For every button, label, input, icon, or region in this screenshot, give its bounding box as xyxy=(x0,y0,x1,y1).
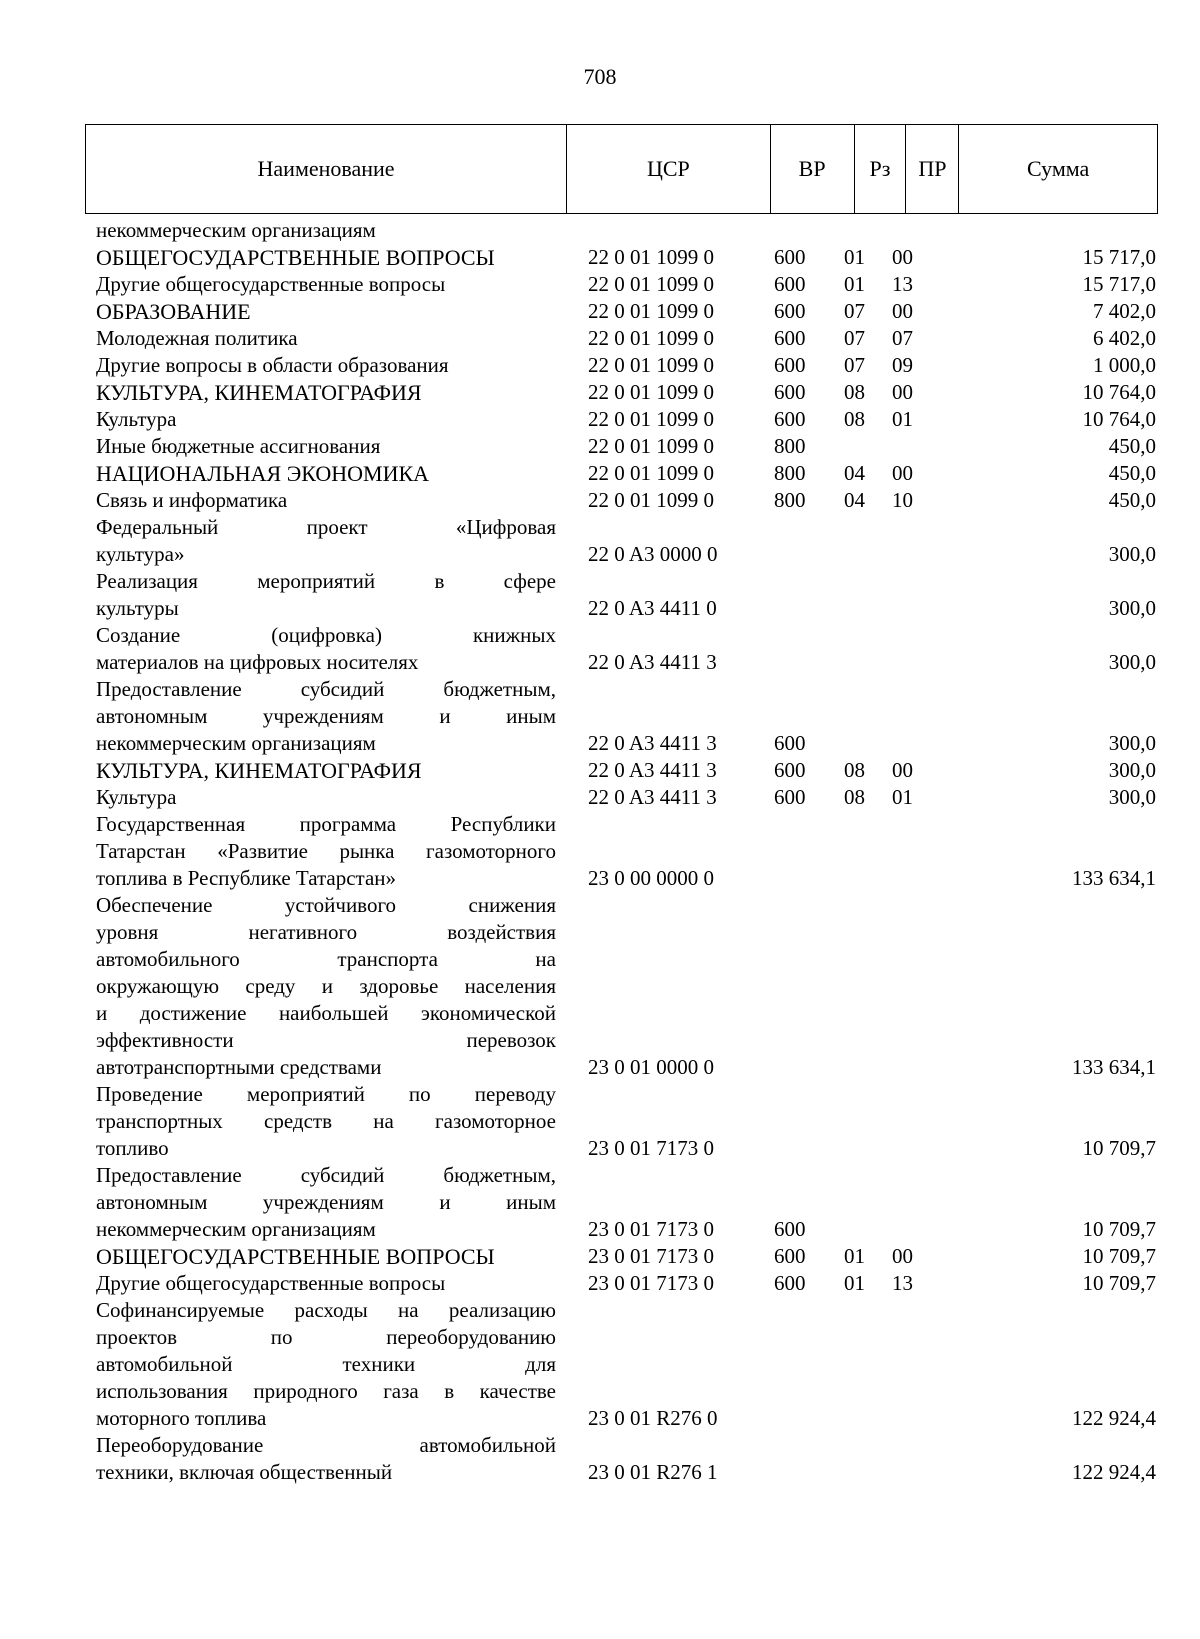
row-sum: 450,0 xyxy=(1108,434,1156,458)
row-name-line: некоммерческим организациям xyxy=(96,731,376,755)
row-name-line: Культура xyxy=(96,407,177,431)
row-vr: 600 xyxy=(774,785,806,809)
row-name-line: эффективности перевозок xyxy=(96,1028,556,1052)
row-name xyxy=(96,1270,556,1297)
row-sum: 300,0 xyxy=(1108,596,1156,620)
row-csr: 22 0 01 1099 0 xyxy=(588,353,714,377)
row-csr: 23 0 01 7173 0 xyxy=(588,1244,714,1268)
row-pr: 00 xyxy=(892,245,913,269)
row-name-line: Государственная программа Республики xyxy=(96,812,556,836)
row-name-line: Проведение мероприятий по переводу xyxy=(96,1082,556,1106)
row-name-line: Молодежная политика xyxy=(96,326,298,350)
row-pr: 13 xyxy=(892,1271,913,1295)
row-name-line: Создание (оцифровка) книжных xyxy=(96,623,556,647)
row-sum: 15 717,0 xyxy=(1082,272,1156,296)
row-sum: 450,0 xyxy=(1108,488,1156,512)
row-vr: 600 xyxy=(774,272,806,296)
row-name-line: некоммерческим организациям xyxy=(96,218,376,242)
row-name xyxy=(96,568,556,622)
header-pr: ПР xyxy=(906,125,959,213)
row-vr: 600 xyxy=(774,299,806,323)
row-name xyxy=(96,244,556,271)
row-csr: 23 0 00 0000 0 xyxy=(588,866,714,890)
row-csr: 23 0 01 7173 0 xyxy=(588,1217,714,1241)
table-row xyxy=(96,622,1156,676)
row-name xyxy=(96,622,556,676)
row-sum: 122 924,4 xyxy=(1072,1406,1156,1430)
row-name-line: ОБЩЕГОСУДАРСТВЕННЫЕ ВОПРОСЫ xyxy=(96,1244,495,1269)
row-name-line: моторного топлива xyxy=(96,1406,267,1430)
row-rz: 08 xyxy=(844,380,865,404)
table-row xyxy=(96,325,1156,352)
row-name-line: НАЦИОНАЛЬНАЯ ЭКОНОМИКА xyxy=(96,461,430,486)
row-csr: 22 0 01 1099 0 xyxy=(588,434,714,458)
row-name-line: Софинансируемые расходы на реализацию xyxy=(96,1298,556,1322)
row-name xyxy=(96,1162,556,1243)
row-pr: 13 xyxy=(892,272,913,296)
row-sum: 133 634,1 xyxy=(1072,866,1156,890)
row-csr: 22 0 01 1099 0 xyxy=(588,326,714,350)
row-sum: 300,0 xyxy=(1108,542,1156,566)
row-name-line: топливо xyxy=(96,1136,169,1160)
row-name-line: Другие общегосударственные вопросы xyxy=(96,272,446,296)
table-row xyxy=(96,487,1156,514)
table-row xyxy=(96,514,1156,568)
row-vr: 600 xyxy=(774,1244,806,1268)
row-sum: 133 634,1 xyxy=(1072,1055,1156,1079)
row-name-line: уровня негативного воздействия xyxy=(96,920,556,944)
row-pr: 07 xyxy=(892,326,913,350)
row-csr: 22 0 A3 4411 3 xyxy=(588,731,717,755)
row-rz: 08 xyxy=(844,785,865,809)
table-row xyxy=(96,217,1156,244)
table-row xyxy=(96,460,1156,487)
row-vr: 600 xyxy=(774,1271,806,1295)
table-row xyxy=(96,298,1156,325)
row-name-line: Реализация мероприятий в сфере xyxy=(96,569,556,593)
row-name xyxy=(96,1432,556,1486)
table-row xyxy=(96,244,1156,271)
row-rz: 04 xyxy=(844,488,865,512)
table-row xyxy=(96,271,1156,298)
row-sum: 7 402,0 xyxy=(1093,299,1156,323)
row-name-line: ОБРАЗОВАНИЕ xyxy=(96,299,251,324)
table-row xyxy=(96,433,1156,460)
row-sum: 15 717,0 xyxy=(1082,245,1156,269)
row-rz: 01 xyxy=(844,1244,865,1268)
row-rz: 01 xyxy=(844,245,865,269)
row-name xyxy=(96,460,556,487)
row-name xyxy=(96,892,556,1081)
row-name-line: Культура xyxy=(96,785,177,809)
row-name xyxy=(96,433,556,460)
row-name-line: КУЛЬТУРА, КИНЕМАТОГРАФИЯ xyxy=(96,380,422,405)
row-sum: 1 000,0 xyxy=(1093,353,1156,377)
row-name-line: культура» xyxy=(96,542,185,566)
row-name-line: ОБЩЕГОСУДАРСТВЕННЫЕ ВОПРОСЫ xyxy=(96,245,495,270)
row-name xyxy=(96,352,556,379)
row-csr: 22 0 A3 4411 0 xyxy=(588,596,717,620)
table-body xyxy=(96,217,1156,1486)
row-name-line: Предоставление субсидий бюджетным, xyxy=(96,1163,556,1187)
table-row xyxy=(96,811,1156,892)
row-name xyxy=(96,298,556,325)
row-pr: 01 xyxy=(892,407,913,431)
row-name-line: техники, включая общественный xyxy=(96,1460,393,1484)
row-csr: 22 0 01 1099 0 xyxy=(588,245,714,269)
row-name xyxy=(96,1297,556,1432)
row-name-line: Переоборудование автомобильной xyxy=(96,1433,556,1457)
row-name-line: транспортных средств на газомоторное xyxy=(96,1109,556,1133)
row-name xyxy=(96,811,556,892)
table-row xyxy=(96,892,1156,1081)
row-vr: 600 xyxy=(774,245,806,269)
row-vr: 800 xyxy=(774,461,806,485)
row-csr: 22 0 01 1099 0 xyxy=(588,299,714,323)
row-sum: 300,0 xyxy=(1108,758,1156,782)
row-name-line: культуры xyxy=(96,596,179,620)
row-name xyxy=(96,757,556,784)
header-name: Наименование xyxy=(86,125,567,213)
row-vr: 800 xyxy=(774,488,806,512)
row-csr: 22 0 01 1099 0 xyxy=(588,380,714,404)
row-sum: 300,0 xyxy=(1108,731,1156,755)
row-name-line: проектов по переоборудованию xyxy=(96,1325,556,1349)
page-number: 708 xyxy=(583,64,617,89)
row-rz: 07 xyxy=(844,326,865,350)
row-name xyxy=(96,325,556,352)
row-rz: 04 xyxy=(844,461,865,485)
header-csr: ЦСР xyxy=(567,125,771,213)
row-sum: 450,0 xyxy=(1108,461,1156,485)
table-row xyxy=(96,1243,1156,1270)
row-sum: 10 764,0 xyxy=(1082,407,1156,431)
row-pr: 01 xyxy=(892,785,913,809)
row-name xyxy=(96,1243,556,1270)
row-sum: 6 402,0 xyxy=(1093,326,1156,350)
row-vr: 600 xyxy=(774,731,806,755)
row-name xyxy=(96,784,556,811)
row-name-line: Предоставление субсидий бюджетным, xyxy=(96,677,556,701)
row-csr: 22 0 01 1099 0 xyxy=(588,461,714,485)
row-name-line: КУЛЬТУРА, КИНЕМАТОГРАФИЯ xyxy=(96,758,422,783)
row-csr: 22 0 A3 4411 3 xyxy=(588,650,717,674)
row-csr: 22 0 01 1099 0 xyxy=(588,488,714,512)
row-sum: 10 709,7 xyxy=(1082,1271,1156,1295)
row-name-line: Иные бюджетные ассигнования xyxy=(96,434,381,458)
row-csr: 23 0 01 0000 0 xyxy=(588,1055,714,1079)
row-csr: 22 0 01 1099 0 xyxy=(588,272,714,296)
row-name-line: и достижение наибольшей экономической xyxy=(96,1001,556,1025)
row-sum: 10 764,0 xyxy=(1082,380,1156,404)
row-pr: 00 xyxy=(892,461,913,485)
header-rz: Рз xyxy=(855,125,907,213)
row-rz: 01 xyxy=(844,1271,865,1295)
row-csr: 22 0 A3 4411 3 xyxy=(588,785,717,809)
row-sum: 300,0 xyxy=(1108,785,1156,809)
row-name-line: топлива в Республике Татарстан» xyxy=(96,866,397,890)
table-row xyxy=(96,676,1156,757)
row-name-line: Федеральный проект «Цифровая xyxy=(96,515,556,539)
row-name-line: Татарстан «Развитие рынка газомоторного xyxy=(96,839,556,863)
header-sum: Сумма xyxy=(1027,156,1090,181)
row-rz: 01 xyxy=(844,272,865,296)
row-pr: 00 xyxy=(892,1244,913,1268)
table-header xyxy=(85,124,1158,214)
table-row xyxy=(96,352,1156,379)
row-name xyxy=(96,514,556,568)
row-pr: 00 xyxy=(892,299,913,323)
row-pr: 00 xyxy=(892,380,913,404)
row-name-line: автономным учреждениям и иным xyxy=(96,704,556,728)
row-name-line: материалов на цифровых носителях xyxy=(96,650,419,674)
row-sum: 300,0 xyxy=(1108,650,1156,674)
row-pr: 09 xyxy=(892,353,913,377)
table-row xyxy=(96,379,1156,406)
row-name-line: Другие вопросы в области образования xyxy=(96,353,449,377)
table-row xyxy=(96,406,1156,433)
table-row xyxy=(96,1432,1156,1486)
row-name-line: автомобильного транспорта на xyxy=(96,947,556,971)
row-vr: 800 xyxy=(774,434,806,458)
row-vr: 600 xyxy=(774,407,806,431)
row-pr: 10 xyxy=(892,488,913,512)
row-csr: 23 0 01 7173 0 xyxy=(588,1271,714,1295)
row-name xyxy=(96,487,556,514)
table-row xyxy=(96,1162,1156,1243)
row-name xyxy=(96,217,556,244)
row-name xyxy=(96,271,556,298)
row-name xyxy=(96,1081,556,1162)
row-name-line: Связь и информатика xyxy=(96,488,288,512)
row-rz: 08 xyxy=(844,407,865,431)
row-csr: 22 0 A3 0000 0 xyxy=(588,542,718,566)
row-name xyxy=(96,379,556,406)
row-vr: 600 xyxy=(774,1217,806,1241)
row-name xyxy=(96,676,556,757)
row-csr: 23 0 01 7173 0 xyxy=(588,1136,714,1160)
row-csr: 23 0 01 R276 1 xyxy=(588,1460,718,1484)
row-sum: 122 924,4 xyxy=(1072,1460,1156,1484)
row-name-line: некоммерческим организациям xyxy=(96,1217,376,1241)
row-name xyxy=(96,406,556,433)
row-csr: 22 0 01 1099 0 xyxy=(588,407,714,431)
row-name-line: использования природного газа в качестве xyxy=(96,1379,556,1403)
row-vr: 600 xyxy=(774,326,806,350)
header-vr: ВР xyxy=(771,125,855,213)
row-rz: 07 xyxy=(844,353,865,377)
row-name-line: Обеспечение устойчивого снижения xyxy=(96,893,556,917)
row-rz: 08 xyxy=(844,758,865,782)
table-row xyxy=(96,1081,1156,1162)
row-name-line: Другие общегосударственные вопросы xyxy=(96,1271,446,1295)
row-name-line: окружающую среду и здоровье населения xyxy=(96,974,556,998)
row-sum: 10 709,7 xyxy=(1082,1244,1156,1268)
table-row xyxy=(96,757,1156,784)
row-vr: 600 xyxy=(774,758,806,782)
row-name-line: автономным учреждениям и иным xyxy=(96,1190,556,1214)
table-row xyxy=(96,1270,1156,1297)
table-row xyxy=(96,784,1156,811)
row-csr: 23 0 01 R276 0 xyxy=(588,1406,718,1430)
row-csr: 22 0 A3 4411 3 xyxy=(588,758,717,782)
row-name-line: автотранспортными средствами xyxy=(96,1055,382,1079)
row-sum: 10 709,7 xyxy=(1082,1136,1156,1160)
row-name-line: автомобильной техники для xyxy=(96,1352,556,1376)
table-row xyxy=(96,1297,1156,1432)
row-sum: 10 709,7 xyxy=(1082,1217,1156,1241)
row-rz: 07 xyxy=(844,299,865,323)
row-vr: 600 xyxy=(774,380,806,404)
row-pr: 00 xyxy=(892,758,913,782)
table-row xyxy=(96,568,1156,622)
row-vr: 600 xyxy=(774,353,806,377)
